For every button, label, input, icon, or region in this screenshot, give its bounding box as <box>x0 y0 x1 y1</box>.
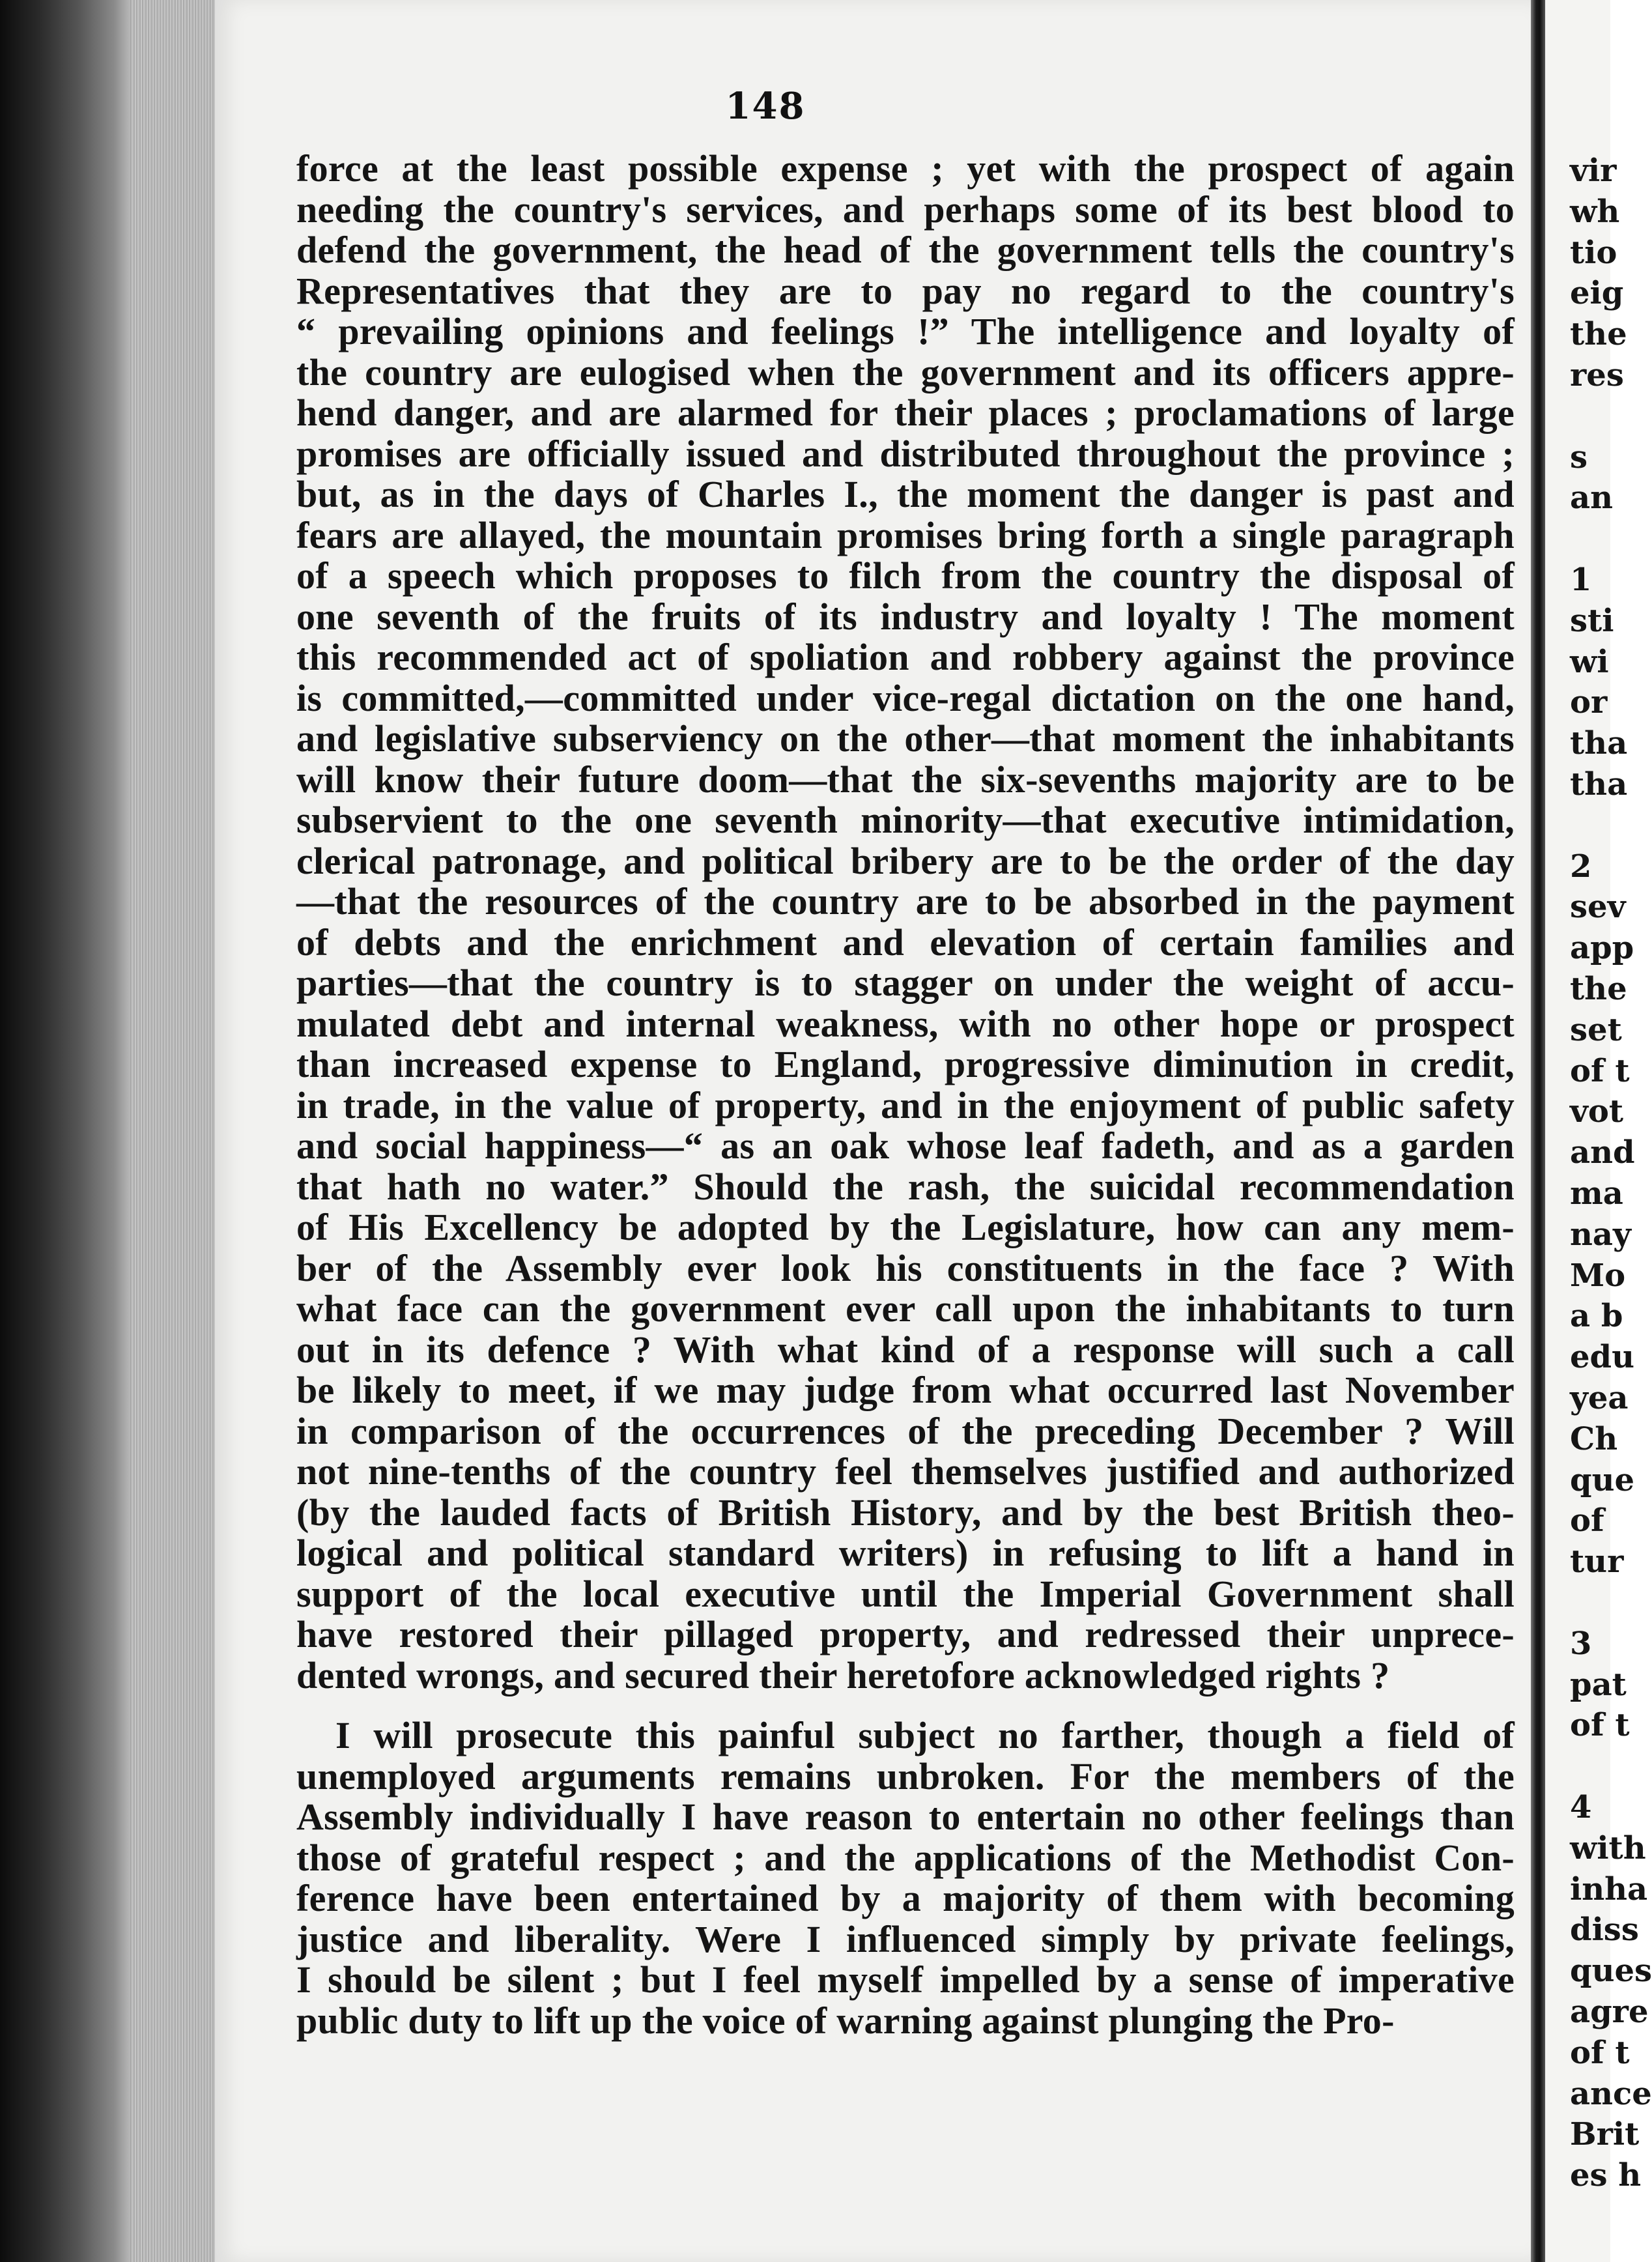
adjacent-page-text: of <box>1570 1502 1604 1539</box>
text-line: ference have been entertained by a majority of them with becoming <box>296 1877 1515 1919</box>
text-line: mulated debt and internal weakness, with no other hope or prospect <box>296 1002 1515 1045</box>
adjacent-page-text: agre <box>1570 1994 1649 2030</box>
adjacent-page-text: and <box>1570 1134 1635 1171</box>
adjacent-page-text: wh <box>1570 193 1620 230</box>
adjacent-page-text: with <box>1570 1829 1646 1867</box>
adjacent-page-text: Brit <box>1570 2116 1640 2153</box>
adjacent-page-text: the <box>1570 316 1627 353</box>
adjacent-page-text: sev <box>1570 889 1626 926</box>
adjacent-page-text: pat <box>1570 1666 1627 1703</box>
adjacent-page-text: 3 <box>1570 1625 1592 1662</box>
text-line: ber of the Assembly ever look his constituents in the face ? With <box>296 1246 1515 1289</box>
adjacent-page-text: s <box>1570 438 1588 476</box>
text-line: parties—that the country is to stagger on under the weight of accu- <box>296 962 1515 1004</box>
page-edges <box>130 0 215 2262</box>
adjacent-page-text: the <box>1570 971 1627 1007</box>
adjacent-page-text: wi <box>1570 643 1609 680</box>
text-line: will know their future doom—that the six-sevenths majority are to be <box>296 758 1515 801</box>
adjacent-page-text: 1 <box>1570 562 1592 598</box>
adjacent-page-text: diss <box>1570 1911 1639 1949</box>
text-line: is committed,—committed under vice-regal dictation on the one hand, <box>296 676 1515 719</box>
adjacent-page-text: 2 <box>1570 848 1592 885</box>
adjacent-page-text: ma <box>1570 1175 1623 1212</box>
page-body <box>296 149 1515 2041</box>
page-number: 148 <box>725 85 806 128</box>
page-fold <box>1531 0 1545 2262</box>
text-line: those of grateful respect ; and the applications of the Methodist Con- <box>296 1836 1515 1879</box>
adjacent-page-text: Ch <box>1570 1420 1618 1457</box>
paragraph-2 <box>296 1715 1515 2041</box>
text-line: promises are officially issued and distributed throughout the province ; <box>296 432 1515 475</box>
adjacent-page-text: of t <box>1570 1707 1630 1744</box>
adjacent-page-text: res <box>1570 357 1624 394</box>
text-line: fears are allayed, the mountain promises bring forth a single paragraph <box>296 513 1515 556</box>
text-line: “ prevailing opinions and feelings !” The intelligence and loyalty of <box>296 310 1515 352</box>
paragraph-gap <box>296 1696 1515 1715</box>
adjacent-page-text: tur <box>1570 1543 1624 1581</box>
text-line: and legislative subserviency on the other—that moment the inhabitants <box>296 717 1515 760</box>
text-line: needing the country's services, and perhaps some of its best blood to <box>296 188 1515 231</box>
adjacent-page-text: 4 <box>1570 1789 1592 1825</box>
text-line: this recommended act of spoliation and robbery against the province <box>296 636 1515 678</box>
text-line: of debts and the enrichment and elevation of certain families and <box>296 921 1515 964</box>
text-line: out in its defence ? With what kind of a response will such a call <box>296 1328 1515 1371</box>
text-line: Assembly individually I have reason to entertain no other feelings than <box>296 1796 1515 1838</box>
text-line: (by the lauded facts of British History, and by the best British theo- <box>296 1491 1515 1534</box>
adjacent-page-text: nay <box>1570 1216 1631 1253</box>
text-line: force at the least possible expense ; yet with the prospect of again <box>296 147 1515 190</box>
adjacent-page-text: tha <box>1570 766 1628 803</box>
adjacent-page-text: inha <box>1570 1870 1648 1908</box>
text-line: Representatives that they are to pay no regard to the country's <box>296 269 1515 312</box>
text-line: public duty to lift up the voice of warning against plunging the Pro- <box>296 1999 1395 2042</box>
text-line: the country are eulogised when the government and its officers appre- <box>296 351 1515 394</box>
text-line: support of the local executive until the Imperial Government shall <box>296 1572 1515 1615</box>
text-line: and social happiness—“ as an oak whose leaf fadeth, and as a garden <box>296 1124 1515 1167</box>
adjacent-page-text: of t <box>1570 1052 1630 1089</box>
text-line: —that the resources of the country are to be absorbed in the payment <box>296 880 1515 923</box>
text-line: but, as in the days of Charles I., the moment the danger is past and <box>296 473 1515 515</box>
text-line: in trade, in the value of property, and in the enjoyment of public safety <box>296 1083 1515 1126</box>
text-line: than increased expense to England, progressive diminution in credit, <box>296 1043 1515 1085</box>
adjacent-page-text: vir <box>1570 152 1617 189</box>
text-line: have restored their pillaged property, and redressed their unprece- <box>296 1613 1515 1655</box>
adjacent-page-text: app <box>1570 930 1634 967</box>
text-line: not nine-tenths of the country feel themselves justified and authorized <box>296 1450 1515 1493</box>
text-line: of His Excellency be adopted by the Legislature, how can any mem- <box>296 1206 1515 1248</box>
text-line: defend the government, the head of the government tells the country's <box>296 229 1515 271</box>
adjacent-page-text: que <box>1570 1461 1634 1498</box>
text-line: logical and political standard writers) in refusing to lift a hand in <box>296 1532 1515 1574</box>
adjacent-page-text: eig <box>1570 275 1624 312</box>
adjacent-page-text: set <box>1570 1011 1622 1048</box>
adjacent-page-text: yea <box>1570 1380 1629 1416</box>
adjacent-page-text: ques <box>1570 1953 1652 1990</box>
text-line: subservient to the one seventh minority—that executive intimidation, <box>296 799 1515 841</box>
adjacent-page-text: sti <box>1570 602 1614 639</box>
text-line: justice and liberality. Were I influenced simply by private feelings, <box>296 1917 1515 1960</box>
text-line: of a speech which proposes to filch from the country the disposal of <box>296 554 1515 597</box>
text-line: in comparison of the occurrences of the preceding December ? Will <box>296 1409 1515 1452</box>
text-line: unemployed arguments remains unbroken. For the members of the <box>296 1754 1515 1797</box>
text-line: that hath no water.” Should the rash, the suicidal recommendation <box>296 1165 1515 1208</box>
adjacent-page-text: tio <box>1570 234 1617 271</box>
adjacent-page-text: an <box>1570 480 1613 517</box>
text-line: dented wrongs, and secured their heretofore acknowledged rights ? <box>296 1654 1390 1696</box>
paragraph-1 <box>296 149 1515 1696</box>
adjacent-page-text: edu <box>1570 1339 1634 1376</box>
adjacent-page-text: ance <box>1570 2075 1652 2112</box>
text-line: clerical patronage, and political bribery are to be the order of the day <box>296 839 1515 882</box>
text-line: one seventh of the fruits of its industry and loyalty ! The moment <box>296 595 1515 638</box>
adjacent-page-text: or <box>1570 684 1608 721</box>
adjacent-page-text: vot <box>1570 1093 1624 1130</box>
adjacent-page-text: es h <box>1570 2157 1642 2194</box>
adjacent-page-fragment <box>1545 0 1652 2262</box>
text-line: I should be silent ; but I feel myself impelled by a sense of imperative <box>296 1958 1515 2001</box>
adjacent-page-text: tha <box>1570 725 1628 762</box>
adjacent-page-text: a b <box>1570 1298 1623 1335</box>
text-line: I will prosecute this painful subject no farther, though a field of <box>335 1714 1515 1756</box>
book-gutter <box>0 0 130 2262</box>
adjacent-page-text: Mo <box>1570 1257 1626 1294</box>
text-line: be likely to meet, if we may judge from what occurred last November <box>296 1369 1515 1411</box>
adjacent-page-text: of t <box>1570 2034 1630 2071</box>
text-line: what face can the government ever call upon the inhabitants to turn <box>296 1287 1515 1330</box>
text-line: hend danger, and are alarmed for their places ; proclamations of large <box>296 392 1515 434</box>
